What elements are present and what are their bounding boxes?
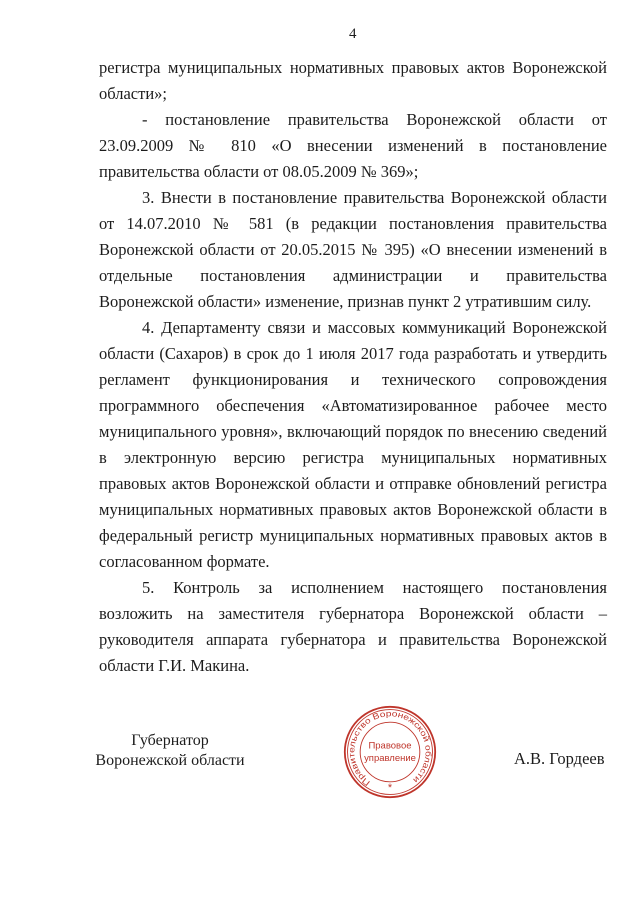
stamp-star-icon: * bbox=[387, 781, 393, 794]
paragraph-item-4: 4. Департаменту связи и массовых коммуникаций Воронежской области (Сахаров) в срок до 1 июля 2017 года разработать и утвердить регламент функционирования и технического сопровождения программного обеспечения «Автоматизированное рабочее место муниципального уровня», включающий порядок по внесению сведений в электронную версию регистра муниципальных нормативных правовых актов Воронежской области и отправке обновлений регистра муниципальных нормативных правовых актов Воронежской области в федеральный регистр муниципальных нормативных правовых актов в согласованном формате. bbox=[99, 318, 607, 571]
paragraph-list-item: - постановление правительства Воронежской области от 23.09.2009 № 810 «О внесении изменений в постановление правительства области от 08.05.2009 № 369»; bbox=[99, 110, 607, 181]
stamp-ring-text: Правительство Воронежской области bbox=[347, 709, 433, 788]
paragraph-continuation: регистра муниципальных нормативных правовых актов Воронежской области»; bbox=[99, 58, 607, 103]
stamp-center-line1: Правовое bbox=[368, 740, 412, 752]
page-number: 4 bbox=[349, 26, 357, 42]
stamp-inner-ring bbox=[360, 722, 420, 782]
signatory-title bbox=[95, 731, 245, 770]
document-body bbox=[99, 55, 607, 679]
paragraph-item-3: 3. Внести в постановление правительства Воронежской области от 14.07.2010 № 581 (в редакции постановления правительства Воронежской области от 20.05.2015 № 395) «О внесении изменений в отдельные постановления администрации и правительства Воронежской области» изменение, признав пункт 2 утратившим силу. bbox=[99, 188, 607, 311]
stamp-graphic bbox=[343, 705, 437, 799]
paragraph-item-5: 5. Контроль за исполнением настоящего постановления возложить на заместителя губернатора Воронежской области – руководителя аппарата губернатора и правительства Воронежской области Г.И. Макина. bbox=[99, 578, 607, 675]
stamp-center-line2: управление bbox=[364, 753, 416, 765]
signatory-title-line2: Воронежской области bbox=[95, 751, 245, 769]
signatory-title-line1: Губернатор bbox=[131, 732, 209, 749]
official-stamp bbox=[343, 705, 437, 799]
signatory-name: А.В. Гордеев bbox=[514, 749, 605, 768]
